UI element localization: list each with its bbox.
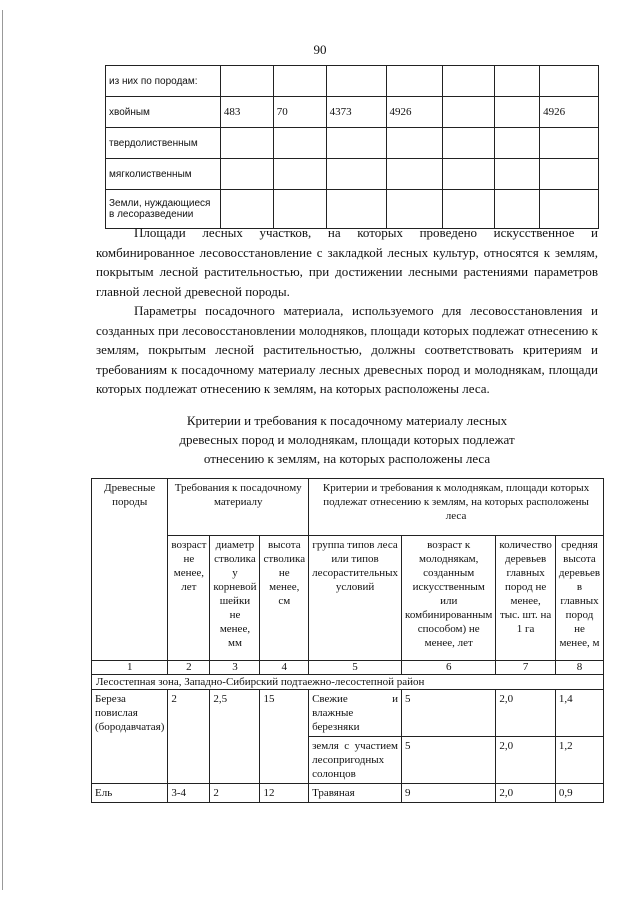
young-age-cell: 5 [402, 690, 496, 737]
table-cell [273, 128, 326, 159]
row-label: мягколиственным [106, 159, 221, 190]
table-cell [495, 97, 540, 128]
height-cell: 12 [260, 784, 309, 803]
table-title [96, 411, 598, 468]
diameter-cell: 2 [210, 784, 260, 803]
zone-label: Лесостепная зона, Западно-Сибирский подтаежно-лесостепной район [92, 675, 604, 690]
forest-type-cell: Свежие и влажные березняки [309, 690, 402, 737]
page-edge-line [2, 10, 3, 890]
sub-header-young-age: возраст к молоднякам, созданным искусственным или комбинированным способом) не менее, лет [402, 536, 496, 661]
column-number: 8 [555, 661, 603, 675]
tree-count-cell: 2,0 [496, 690, 556, 737]
column-number: 4 [260, 661, 309, 675]
paragraph-2 [96, 301, 598, 399]
table-cell: 4373 [326, 97, 386, 128]
sub-header-avg-height: средняя высота деревьев в главных пород не менее, м [555, 536, 603, 661]
table-title-line: отнесению к землям, на которых расположены леса [203, 451, 491, 466]
diameter-cell: 2,5 [210, 690, 260, 784]
column-number: 7 [496, 661, 556, 675]
table-cell [495, 66, 540, 97]
criteria-table [91, 478, 604, 803]
sub-header-age: возраст не менее, лет [168, 536, 210, 661]
page-number: 90 [313, 42, 327, 57]
table-cell [443, 159, 495, 190]
age-cell: 2 [168, 690, 210, 784]
paragraph-text: Параметры посадочного материала, используемого для лесовосстановления и созданных при лесовосстановлении молодняков, площади которых подлежат отнесению к землям, покрытым лесной растительностью, должны соответствовать критериям и требованиям к посадочному материалу лесных древесных пород и молоднякам, площади которых подлежат отнесению к землям, на которых расположены леса. [96, 303, 598, 396]
header-species: Древесные породы [92, 479, 168, 661]
column-number: 5 [309, 661, 402, 675]
paragraph-text: Площади лесных участков, на которых проведено искусственное и комбинированное лесовосстановление с закладкой лесных культур, относятся к землям, покрытым лесной растительностью, при достижении лесными растениями параметров главной лесной древесной породы. [96, 225, 598, 299]
tree-count-cell: 2,0 [496, 737, 556, 784]
table-cell [443, 97, 495, 128]
header-young-stands: Критерии и требования к молоднякам, площади которых подлежат отнесению к землям, на которых расположены леса [309, 479, 604, 536]
table-cell [220, 66, 273, 97]
sub-header-tree-count: количество деревьев главных пород не менее, тыс. шт. на 1 га [496, 536, 556, 661]
table-title-line: древесных пород и молоднякам, площади которых подлежат [179, 432, 515, 447]
table-cell [326, 159, 386, 190]
table-cell [220, 128, 273, 159]
column-number: 2 [168, 661, 210, 675]
forest-type-cell: Травяная [309, 784, 402, 803]
table-cell [540, 128, 599, 159]
table-cell [495, 159, 540, 190]
table-cell [326, 128, 386, 159]
avg-height-cell: 1,2 [555, 737, 603, 784]
table-row [106, 159, 599, 190]
avg-height-cell: 0,9 [555, 784, 603, 803]
column-number-row [92, 661, 604, 675]
species-cell: Береза повислая (бородавчатая) [92, 690, 168, 784]
avg-height-cell: 1,4 [555, 690, 603, 737]
table-cell: 70 [273, 97, 326, 128]
column-number: 6 [402, 661, 496, 675]
table-row [92, 690, 604, 737]
sub-header-forest-type: группа типов леса или типов лесорастительных условий [309, 536, 402, 661]
column-number: 3 [210, 661, 260, 675]
table-cell [443, 66, 495, 97]
table-cell: 4926 [540, 97, 599, 128]
zone-row [92, 675, 604, 690]
table-row [106, 97, 599, 128]
column-number: 1 [92, 661, 168, 675]
table-row [92, 784, 604, 803]
row-label: из них по породам: [106, 66, 221, 97]
header-planting-material: Требования к посадочному материалу [168, 479, 309, 536]
sub-header-row [92, 536, 604, 661]
sub-header-diameter: диаметр стволика у корневой шейки не менее, мм [210, 536, 260, 661]
paragraph-1 [96, 223, 598, 301]
table-cell [220, 159, 273, 190]
row-label: твердолиственным [106, 128, 221, 159]
table-cell [326, 66, 386, 97]
table-cell: 483 [220, 97, 273, 128]
table-cell [386, 66, 443, 97]
table-cell [495, 128, 540, 159]
table-row [106, 128, 599, 159]
forest-type-cell: земля с участием лесопригодных солонцов [309, 737, 402, 784]
tree-count-cell: 2,0 [496, 784, 556, 803]
table-cell [540, 66, 599, 97]
species-cell: Ель [92, 784, 168, 803]
row-label: хвойным [106, 97, 221, 128]
table-cell [273, 66, 326, 97]
table-row [106, 66, 599, 97]
height-cell: 15 [260, 690, 309, 784]
sub-header-height: высота стволика не менее, см [260, 536, 309, 661]
table-cell: 4926 [386, 97, 443, 128]
table-cell [386, 159, 443, 190]
row-label: Земли, нуждающиеся в лесоразведении [106, 190, 221, 229]
table-cell [273, 159, 326, 190]
age-cell: 3-4 [168, 784, 210, 803]
table-cell [443, 128, 495, 159]
header-row [92, 479, 604, 536]
young-age-cell: 5 [402, 737, 496, 784]
table-title-line: Критерии и требования к посадочному материалу лесных [186, 413, 508, 428]
land-category-table [105, 65, 599, 229]
young-age-cell: 9 [402, 784, 496, 803]
table-cell [386, 128, 443, 159]
table-cell [540, 159, 599, 190]
